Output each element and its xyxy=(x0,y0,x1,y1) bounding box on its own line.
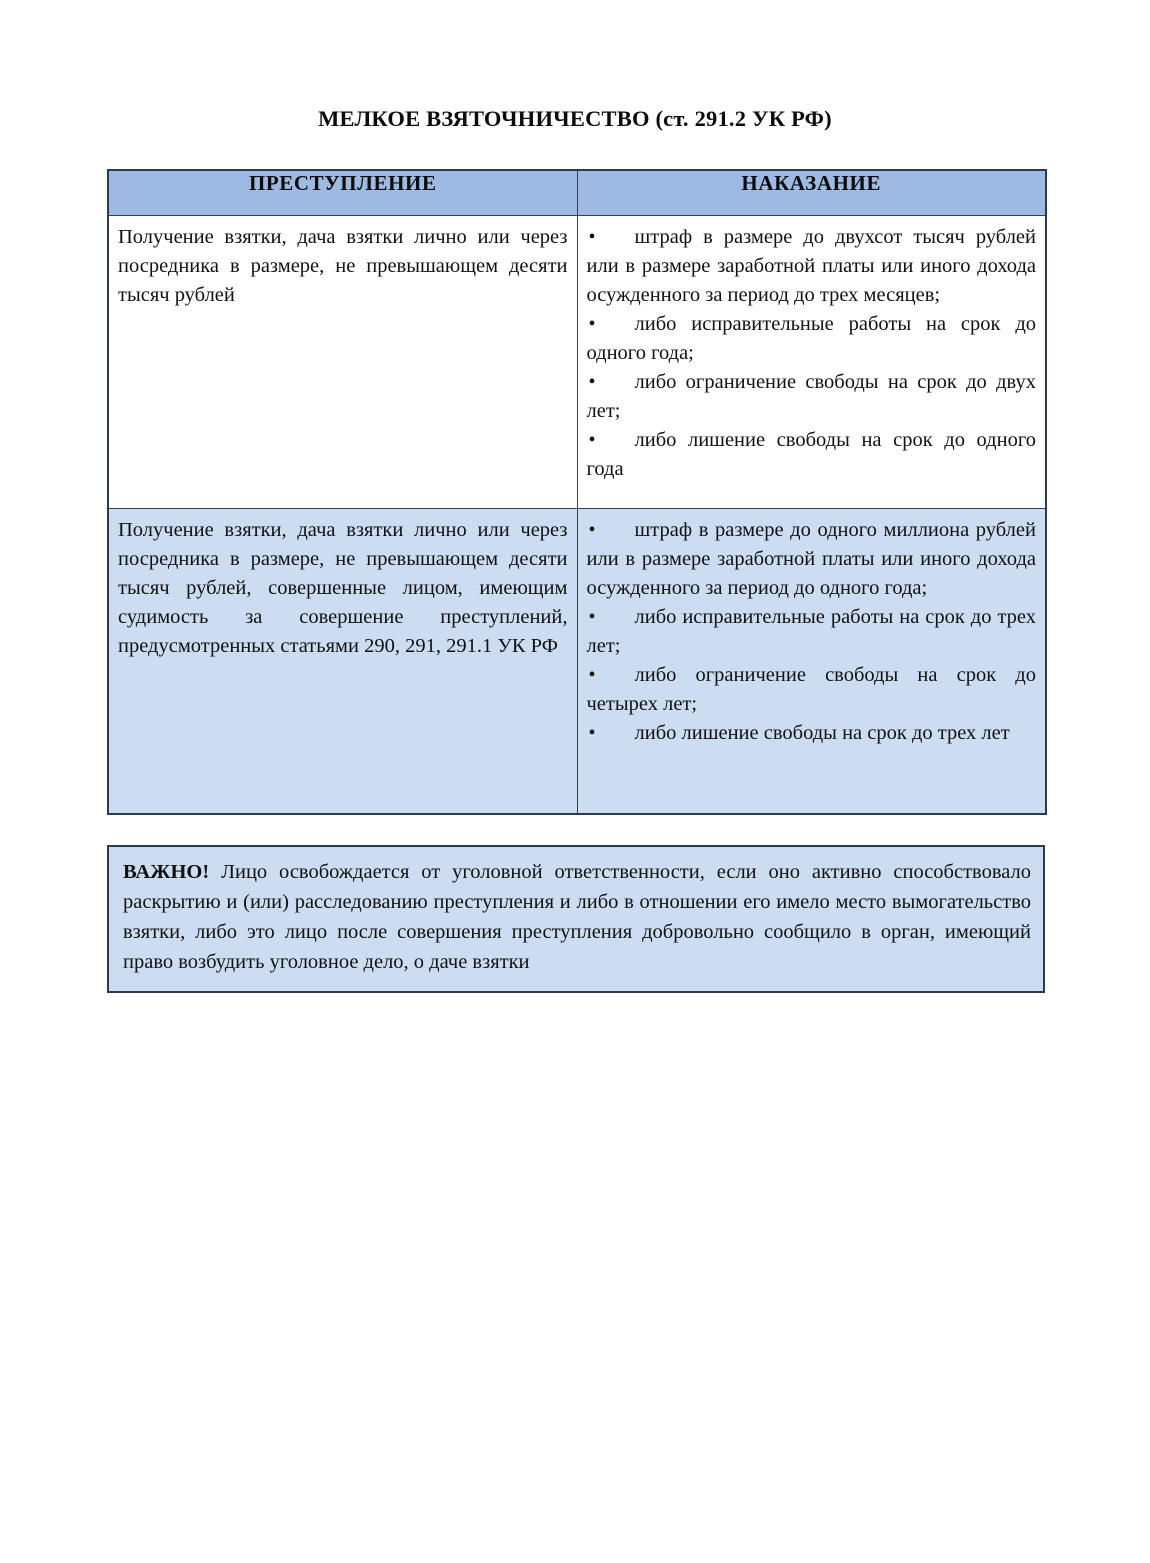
crime-cell xyxy=(108,509,577,815)
crime-description: Получение взятки, дача взятки лично или через посредника в размере, не превышающем десяти тысяч рублей, совершенные лицом, имеющим судимость за совершение преступлений, предусмотренных статьями 290, 291, 291.1 УК РФ xyxy=(118,519,568,657)
important-note-box xyxy=(107,845,1045,993)
list-item: • штраф в размере до двухсот тысяч рублей или в размере заработной платы или иного дохода осужденного за период до трех месяцев; xyxy=(587,223,1037,310)
list-item: • либо ограничение свободы на срок до двух лет; xyxy=(587,368,1037,426)
column-header-crime: ПРЕСТУПЛЕНИЕ xyxy=(108,170,577,216)
page-title: МЕЛКОЕ ВЗЯТОЧНИЧЕСТВО (ст. 291.2 УК РФ) xyxy=(318,106,832,131)
column-header-punishment: НАКАЗАНИЕ xyxy=(577,170,1046,216)
offence-punishment-table xyxy=(107,169,1047,815)
list-item: • либо ограничение свободы на срок до четырех лет; xyxy=(587,661,1037,719)
list-item: • либо лишение свободы на срок до трех лет xyxy=(587,719,1037,748)
punishment-list xyxy=(587,223,1037,484)
punishment-list xyxy=(587,516,1037,748)
list-item: • либо исправительные работы на срок до трех лет; xyxy=(587,603,1037,661)
list-item: • либо исправительные работы на срок до одного года; xyxy=(587,310,1037,368)
punishment-cell xyxy=(577,216,1046,509)
important-body: Лицо освобождается от уголовной ответственности, если оно активно способствовало раскрытию и (или) расследованию преступления и либо в отношении его имело место вымогательство взятки, либо это лицо после совершения преступления добровольно сообщило в орган, имеющий право возбудить уголовное дело, о даче взятки xyxy=(123,861,1032,973)
crime-description: Получение взятки, дача взятки лично или через посредника в размере, не превышающем десяти тысяч рублей xyxy=(118,226,568,306)
important-label: ВАЖНО! xyxy=(123,861,210,883)
table-row xyxy=(108,509,1046,815)
list-item: • либо лишение свободы на срок до одного года xyxy=(587,426,1037,484)
crime-cell xyxy=(108,216,577,509)
table-header-row xyxy=(108,170,1046,216)
punishment-cell xyxy=(577,509,1046,815)
list-item: • штраф в размере до одного миллиона рублей или в размере заработной платы или иного дохода осужденного за период до одного года; xyxy=(587,516,1037,603)
important-note-text xyxy=(123,857,1031,977)
table-row xyxy=(108,216,1046,509)
